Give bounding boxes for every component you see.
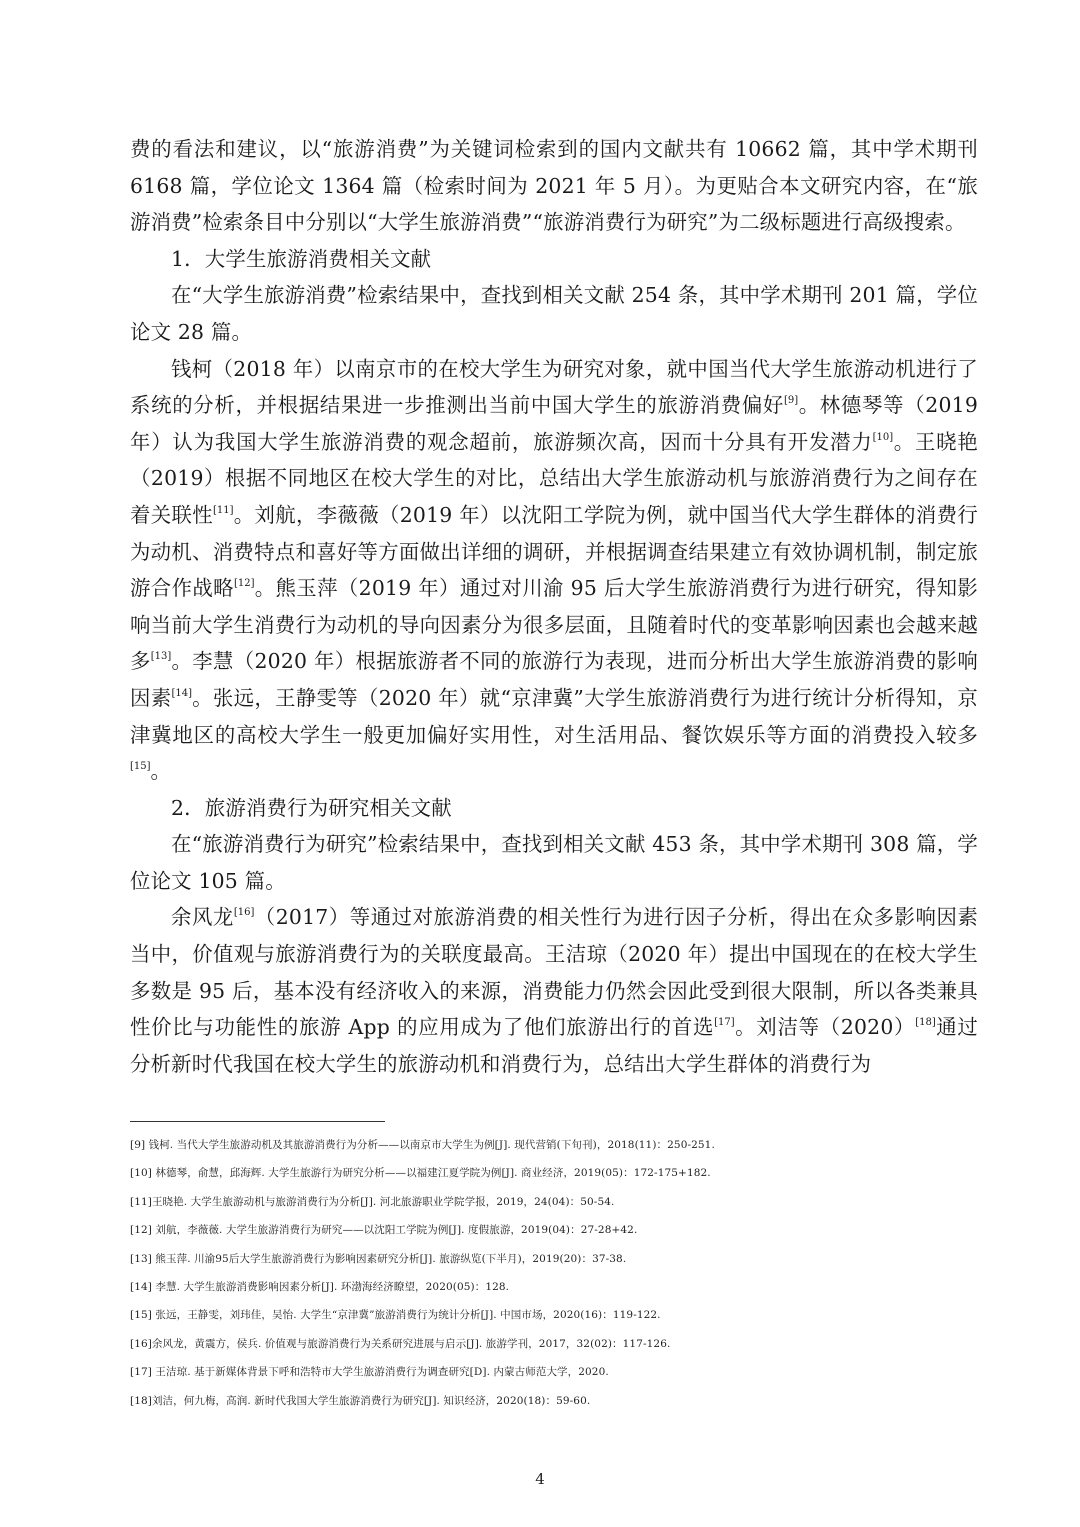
citation-13: [13]	[150, 651, 172, 663]
section-heading-1: 1．大学生旅游消费相关文献	[171, 246, 432, 271]
text-segment: 通过分析新时代我国在校大学生的旅游动机和消费行为，总结出大学生群体的消费行为	[130, 1015, 978, 1076]
citation-16: [16]	[233, 907, 255, 919]
text-segment: 钱柯（2018 年）以南京市的在校大学生为研究对象，就中国当代大学生旅游动机进行了系统的分析，并根据结果进一步推测出当前中国大学生的旅游消费偏好	[130, 356, 978, 418]
paragraph-search-results-2: 在“旅游消费行为研究”检索结果中，查找到相关文献 453 条，其中学术期刊 308 篇，学位论文 105 篇。	[130, 832, 978, 893]
footnote: [9] 钱柯. 当代大学生旅游动机及其旅游消费行为分析——以南京市大学生为例[J]. 现代营销(下旬刊)，2018(11)：250-251.	[130, 1139, 715, 1151]
text-segment: 。	[150, 759, 172, 784]
footnote-separator	[130, 1121, 385, 1122]
citation-17: [17]	[714, 1017, 735, 1029]
citation-18: [18]	[915, 1017, 936, 1029]
text-segment: 。王晓艳（2019）根据不同地区在校大学生的对比，总结出大学生旅游动机与旅游消费行为之间存在着关联性	[130, 429, 978, 527]
text-segment: 。刘洁等（2020）	[734, 1015, 916, 1040]
body-text	[130, 131, 978, 1082]
text-segment: 。熊玉萍（2019 年）通过对川渝 95 后大学生旅游消费行为进行研究，得知影响当前大学生消费行为动机的导向因素分为很多层面，且随着时代的变革影响因素也会越来越多	[130, 576, 978, 674]
citation-11: [11]	[213, 504, 234, 516]
text-segment: 。李慧（2020 年）根据旅游者不同的旅游行为表现，进而分析出大学生旅游消费的影响因素	[130, 649, 978, 710]
footnote: [11]王晓艳. 大学生旅游动机与旅游消费行为分析[J]. 河北旅游职业学院学报，2019，24(04)：50-54.	[130, 1195, 615, 1208]
footnote: [17] 王洁琼. 基于新媒体背景下呼和浩特市大学生旅游消费行为调查研究[D]. 内蒙古师范大学，2020.	[130, 1366, 609, 1379]
footnote: [16]余风龙，黄震方，侯兵. 价值观与旅游消费行为关系研究进展与启示[J]. 旅游学刊，2017，32(02)：117-126.	[130, 1337, 671, 1350]
footnote: [18]刘洁，何九梅，高润. 新时代我国大学生旅游消费行为研究[J]. 知识经济，2020(18)：59-60.	[130, 1394, 591, 1407]
footnote: [12] 刘航，李薇薇. 大学生旅游消费行为研究——以沈阳工学院为例[J]. 度假旅游，2019(04)：27-28+42.	[130, 1224, 638, 1237]
citation-10: [10]	[872, 431, 894, 443]
text-segment: 。林德琴等（2019 年）认为我国大学生旅游消费的观念超前，旅游频次高，因而十分具有开发潜力	[130, 393, 978, 454]
citation-14: [14]	[171, 687, 192, 699]
footnote: [14] 李慧. 大学生旅游消费影响因素分析[J]. 环渤海经济瞭望，2020(05)：128.	[130, 1281, 510, 1294]
text-segment: 。张远，王静雯等（2020 年）就“京津冀”大学生旅游消费行为进行统计分析得知，京津冀地区的高校大学生一般更加偏好实用性，对生活用品、餐饮娱乐等方面的消费投入较多	[130, 685, 978, 747]
section-heading-2: 2．旅游消费行为研究相关文献	[171, 795, 452, 820]
footnote: [10] 林德琴，俞慧，邱海辉. 大学生旅游行为研究分析——以福建江夏学院为例[J]. 商业经济，2019(05)：172-175+182.	[130, 1167, 711, 1180]
footnote: [15] 张远，王静雯，刘玮佳，吴怡. 大学生“京津冀”旅游消费行为统计分析[J]. 中国市场，2020(16)：119-122.	[130, 1309, 661, 1322]
paragraph-literature-review-2	[130, 899, 978, 1082]
citation-12: [12]	[233, 578, 255, 590]
footnote: [13] 熊玉萍. 川渝95后大学生旅游消费行为影响因素研究分析[J]. 旅游纵览(下半月)，2019(20)：37-38.	[130, 1252, 627, 1265]
page-number: 4	[535, 1470, 545, 1488]
text-segment: （2017）等通过对旅游消费的相关性行为进行因子分析，得出在众多影响因素当中，价值观与旅游消费行为的关联度最高。王洁琼（2020 年）提出中国现在的在校大学生多数是 95 后，基本没有经济收入的来源，消费能力仍然会因此受到很大限制，所以各类兼具性价比与功能性的旅游 App 的应用成为了他们旅游出行的首选	[130, 905, 978, 1040]
paragraph-literature-review-1	[130, 351, 978, 790]
paragraph-continued: 费的看法和建议，以“旅游消费”为关键词检索到的国内文献共有 10662 篇，其中学术期刊 6168 篇，学位论文 1364 篇（检索时间为 2021 年 5 月）。为更贴合本文研究内容，在“旅游消费”检索条目中分别以“大学生旅游消费”“旅游消费行为研究”为二级标题进行高级搜索。	[130, 137, 978, 235]
text-segment: 。刘航，李薇薇（2019 年）以沈阳工学院为例，就中国当代大学生群体的消费行为动机、消费特点和喜好等方面做出详细的调研，并根据调查结果建立有效协调机制，制定旅游合作战略	[130, 502, 978, 601]
citation-9: [9]	[784, 395, 799, 407]
footnotes	[130, 1131, 978, 1415]
text-segment: 余风龙	[171, 905, 234, 930]
citation-15: [15]	[130, 761, 151, 773]
paragraph-search-results-1: 在“大学生旅游消费”检索结果中，查找到相关文献 254 条，其中学术期刊 201 篇，学位论文 28 篇。	[130, 283, 978, 344]
